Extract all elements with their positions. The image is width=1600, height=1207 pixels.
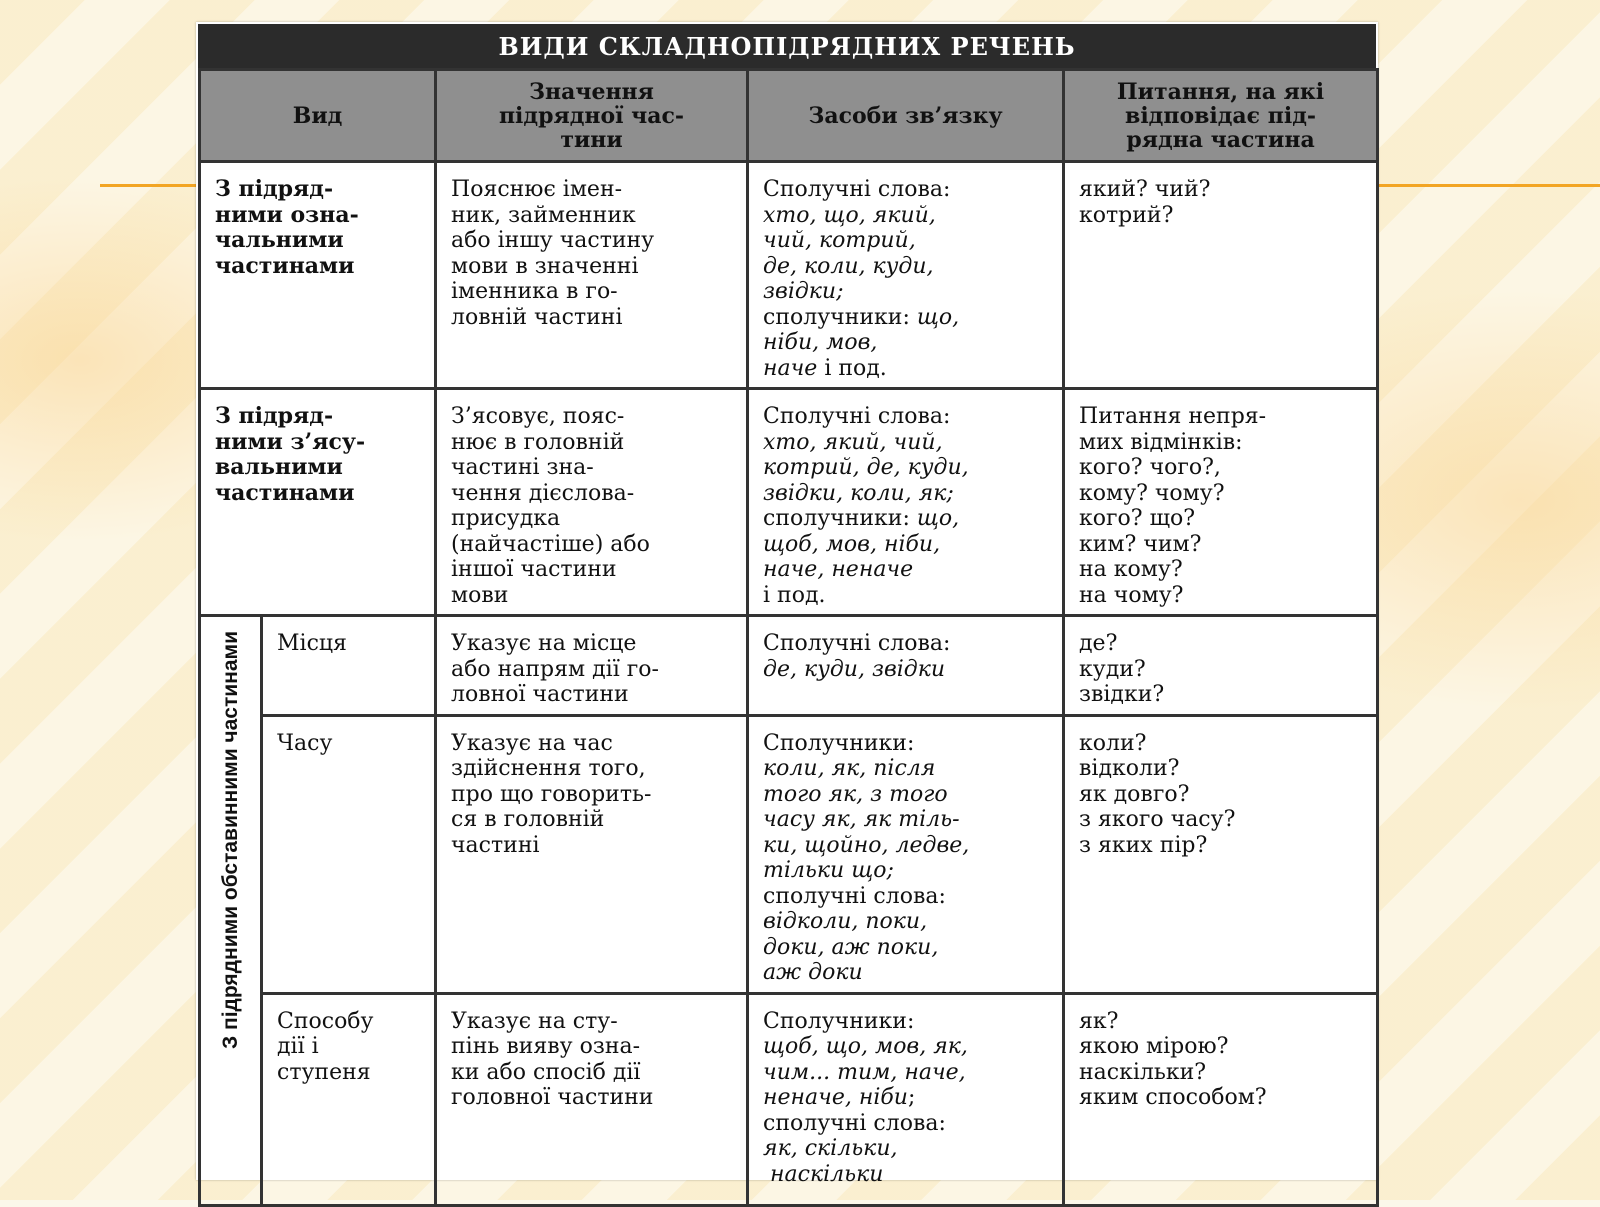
cell-line: відповідає під-	[1125, 102, 1316, 129]
cell-line	[763, 455, 1048, 481]
cell-line: котрий?	[1079, 202, 1174, 228]
cell-line: Питання непря-	[1079, 404, 1267, 429]
cell-line: З підряд-	[215, 176, 334, 202]
cell-line: Значення	[529, 78, 654, 105]
cell-line: ся в головній	[451, 807, 605, 832]
sentence-types-table	[198, 68, 1379, 1207]
italic-text: щоб, що, мов, як,	[763, 1034, 968, 1059]
cell-line	[763, 631, 1048, 657]
cell-line	[763, 807, 1048, 833]
cell-line	[763, 356, 1048, 382]
cell-line	[763, 203, 1048, 229]
italic-text: де, коли, куди,	[763, 253, 934, 279]
cell-line: вальними	[215, 454, 343, 480]
cell-line: або іншу частину	[451, 228, 655, 253]
cell-line	[763, 506, 1048, 532]
header-meaning	[436, 70, 748, 162]
header-row	[200, 70, 1378, 162]
cell-line	[763, 731, 1048, 757]
italic-text: доки, аж поки,	[763, 934, 939, 960]
header-means: Засоби зв’язку	[748, 70, 1064, 162]
cell-line: Способу	[277, 1008, 374, 1034]
cell-line: чення дієслова-	[451, 480, 635, 506]
regular-text: і под.	[817, 355, 887, 381]
cell-line	[763, 884, 1048, 910]
italic-text: наче, неначе	[763, 557, 914, 582]
cell-means	[748, 616, 1064, 716]
cell-meaning	[436, 616, 748, 716]
cell-line: Часу	[277, 730, 333, 756]
cell-line: кому? чому?	[1079, 480, 1225, 506]
cell-line: Указує на час	[451, 730, 613, 756]
accent-line-left	[100, 184, 200, 187]
cell-meaning	[436, 993, 748, 1205]
cell-line	[763, 909, 1048, 935]
cell-line: З’ясовує, пояс-	[451, 404, 625, 429]
cell-line: Місця	[277, 631, 347, 656]
cell-line: ник, займенник	[451, 202, 636, 228]
italic-text: як, скільки,	[763, 1136, 898, 1161]
cell-line	[763, 481, 1048, 507]
table-row	[200, 715, 1378, 993]
cell-line	[763, 782, 1048, 808]
cell-line: підрядної час-	[498, 102, 685, 129]
cell-line: (найчастіше) або	[451, 531, 650, 557]
italic-text: звідки;	[763, 279, 844, 304]
cell-line	[763, 404, 1048, 430]
cell-line: мови	[451, 582, 509, 608]
cell-vid	[200, 389, 436, 616]
cell-line: дії і	[277, 1034, 319, 1059]
cell-line	[763, 657, 1048, 683]
regular-text: сполучні слова:	[763, 1110, 946, 1136]
cell-vid	[262, 993, 436, 1205]
cell-line	[763, 330, 1048, 356]
cell-line	[763, 1136, 1048, 1162]
cell-line: ким? чим?	[1079, 531, 1202, 557]
cell-line: або напрям дії го-	[451, 656, 659, 682]
italic-text: того як, з того	[763, 781, 948, 807]
cell-line	[763, 279, 1048, 305]
cell-line: як довго?	[1079, 781, 1190, 807]
cell-line: коли?	[1079, 730, 1147, 756]
regular-text: сполучні слова:	[763, 883, 946, 909]
cell-line: на чому?	[1079, 582, 1184, 608]
cell-line	[763, 1060, 1048, 1086]
cell-questions	[1064, 715, 1378, 993]
group-label-cell	[200, 616, 262, 1206]
regular-text: сполучники:	[763, 506, 917, 531]
cell-questions	[1064, 993, 1378, 1205]
italic-text: наче	[763, 355, 818, 381]
cell-line: де?	[1079, 631, 1118, 656]
table-sheet	[196, 22, 1378, 1187]
cell-line: ловній частині	[451, 304, 623, 330]
cell-line: про що говорить-	[451, 781, 652, 807]
cell-line: яким способом?	[1079, 1085, 1267, 1110]
table-row	[200, 993, 1378, 1205]
italic-text: тільки що;	[763, 858, 894, 883]
table-title: ВИДИ СКЛАДНОПІДРЯДНИХ РЕЧЕНЬ	[198, 24, 1376, 68]
cell-means	[748, 389, 1064, 616]
cell-line	[763, 254, 1048, 280]
cell-vid	[262, 715, 436, 993]
cell-line	[763, 177, 1048, 203]
italic-text: ніби, мов,	[763, 330, 878, 355]
cell-line	[763, 228, 1048, 254]
cell-line: ними з’ясу-	[215, 428, 366, 455]
cell-questions	[1064, 389, 1378, 616]
cell-line: з яких пір?	[1079, 832, 1208, 858]
cell-line: частинами	[215, 252, 355, 279]
cell-line	[763, 1034, 1048, 1060]
table-row	[200, 162, 1378, 389]
italic-text: що,	[916, 304, 960, 330]
cell-line: здійснення того,	[451, 756, 646, 781]
cell-line: Питання, на які	[1116, 78, 1325, 105]
cell-questions	[1064, 162, 1378, 389]
cell-line: якою мірою?	[1079, 1034, 1229, 1059]
cell-line: Указує на місце	[451, 631, 637, 656]
italic-text: наскільки	[763, 1161, 884, 1187]
cell-line: пінь вияву озна-	[451, 1034, 641, 1059]
cell-line: З підряд-	[215, 403, 334, 429]
italic-text: ки, щойно, ледве,	[763, 832, 970, 858]
cell-line: мих відмінків:	[1079, 429, 1243, 455]
cell-vid	[200, 162, 436, 389]
italic-text: коли, як, після	[763, 756, 936, 781]
cell-meaning	[436, 715, 748, 993]
header-questions	[1064, 70, 1378, 162]
cell-line: частині зна-	[451, 455, 594, 480]
italic-text: щоб, мов, ніби,	[763, 531, 941, 557]
cell-line: відколи?	[1079, 756, 1180, 781]
cell-line: куди?	[1079, 656, 1146, 682]
cell-line: головної частини	[451, 1085, 654, 1110]
regular-text: Сполучники:	[763, 730, 915, 756]
cell-line	[763, 1085, 1048, 1111]
italic-text: неначе, ніби	[763, 1085, 908, 1110]
cell-line	[763, 833, 1048, 859]
cell-line	[763, 532, 1048, 558]
regular-text: Сполучні слова:	[763, 177, 951, 202]
cell-line	[763, 583, 1048, 609]
cell-line	[763, 1162, 1048, 1188]
cell-means	[748, 162, 1064, 389]
cell-line: Пояснює імен-	[451, 177, 623, 202]
italic-text: хто, який, чий,	[763, 429, 943, 455]
group-label: З підрядними обставинними частинами	[218, 631, 242, 1049]
cell-line	[763, 1009, 1048, 1035]
cell-line	[763, 1111, 1048, 1137]
cell-line: нює в головній	[451, 429, 625, 455]
regular-text: Сполучники:	[763, 1008, 915, 1034]
italic-text: аж доки	[763, 960, 863, 985]
italic-text: що,	[916, 506, 960, 531]
cell-line: ними озна-	[215, 201, 359, 228]
cell-line	[763, 858, 1048, 884]
cell-line: ки або спосіб дії	[451, 1059, 641, 1085]
regular-text: сполучники:	[763, 304, 917, 330]
cell-line: наскільки?	[1079, 1059, 1207, 1085]
cell-line: ловної частини	[451, 682, 629, 707]
italic-text: чим... тим, наче,	[763, 1059, 966, 1085]
italic-text: часу як, як тіль-	[763, 807, 960, 832]
cell-vid	[262, 616, 436, 716]
cell-line: іменника в го-	[451, 279, 618, 304]
cell-line: тини	[560, 126, 623, 153]
italic-text: хто, що, який,	[763, 202, 936, 228]
cell-line: кого? чого?,	[1079, 455, 1221, 480]
cell-means	[748, 993, 1064, 1205]
cell-line: мови в значенні	[451, 253, 639, 279]
cell-meaning	[436, 389, 748, 616]
italic-text: котрий, де, куди,	[763, 455, 969, 480]
cell-line: присудка	[451, 506, 561, 531]
cell-questions	[1064, 616, 1378, 716]
italic-text: звідки, коли, як;	[763, 480, 954, 506]
cell-line: Указує на сту-	[451, 1008, 618, 1034]
cell-line	[763, 430, 1048, 456]
table-row	[200, 389, 1378, 616]
header-vid: Вид	[200, 70, 436, 162]
cell-line	[763, 960, 1048, 986]
cell-line	[763, 935, 1048, 961]
cell-line: частинами	[215, 479, 355, 506]
cell-line: ступеня	[277, 1059, 371, 1085]
cell-line	[763, 305, 1048, 331]
cell-line: чальними	[215, 227, 344, 253]
cell-line: частині	[451, 832, 540, 858]
accent-line-right	[1378, 184, 1600, 187]
cell-line: іншої частини	[451, 557, 617, 582]
italic-text: де, куди, звідки	[763, 656, 946, 682]
cell-line: який? чий?	[1079, 177, 1211, 202]
regular-text: і под.	[763, 582, 826, 608]
cell-line: звідки?	[1079, 682, 1165, 707]
cell-line	[763, 557, 1048, 583]
cell-line	[763, 756, 1048, 782]
cell-line: кого? що?	[1079, 506, 1196, 531]
regular-text: Сполучні слова:	[763, 404, 951, 429]
regular-text: ;	[907, 1085, 916, 1110]
cell-line: з якого часу?	[1079, 807, 1236, 832]
italic-text: відколи, поки,	[763, 909, 928, 934]
cell-line: рядна частина	[1126, 126, 1315, 153]
cell-meaning	[436, 162, 748, 389]
cell-line: на кому?	[1079, 557, 1183, 582]
italic-text: чий, котрий,	[763, 228, 916, 253]
cell-line: як?	[1079, 1008, 1119, 1034]
cell-means	[748, 715, 1064, 993]
table-row	[200, 616, 1378, 716]
regular-text: Сполучні слова:	[763, 631, 951, 656]
